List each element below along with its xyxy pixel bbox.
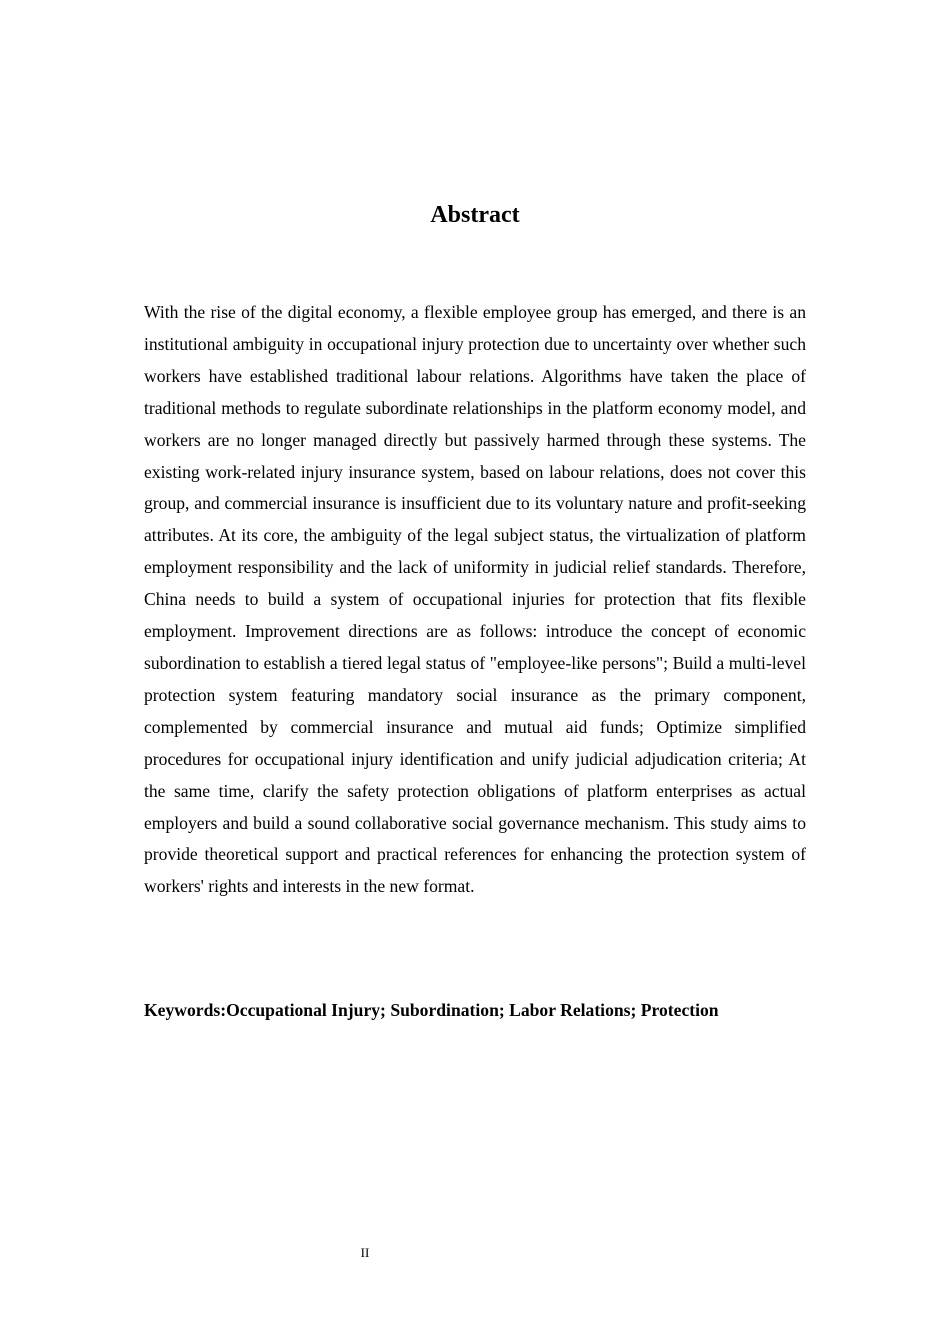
abstract-title: Abstract [430,202,520,228]
keywords-line: Keywords:Occupational Injury; Subordination; Labor Relations; Protection [144,1000,719,1020]
abstract-body: With the rise of the digital economy, a flexible employee group has emerged, and there is an institutional ambiguity in occupational injury protection due to uncertainty over whether such workers have established traditional labour relations. Algorithms have taken the place of traditional methods to regulate subordinate relationships in the platform economy model, and workers are no longer managed directly but passively harmed through these systems. The existing work-related injury insurance system, based on labour relations, does not cover this group, and commercial insurance is insufficient due to its voluntary nature and profit-seeking attributes. At its core, the ambiguity of the legal subject status, the virtualization of platform employment responsibility and the lack of uniformity in judicial relief standards. Therefore, China needs to build a system of occupational injuries for protection that fits flexible employment. Improvement directions are as follows: introduce the concept of economic subordination to establish a tiered legal status of "employee-like persons"; Build a multi-level protection system featuring mandatory social insurance as the primary component, complemented by commercial insurance and mutual aid funds; Optimize simplified procedures for occupational injury identification and unify judicial adjudication criteria; At the same time, clarify the safety protection obligations of platform enterprises as actual employers and build a sound collaborative social governance mechanism. This study aims to provide theoretical support and practical references for enhancing the protection system of workers' rights and interests in the new format. [144,302,806,897]
page-number: II [360,1245,370,1260]
